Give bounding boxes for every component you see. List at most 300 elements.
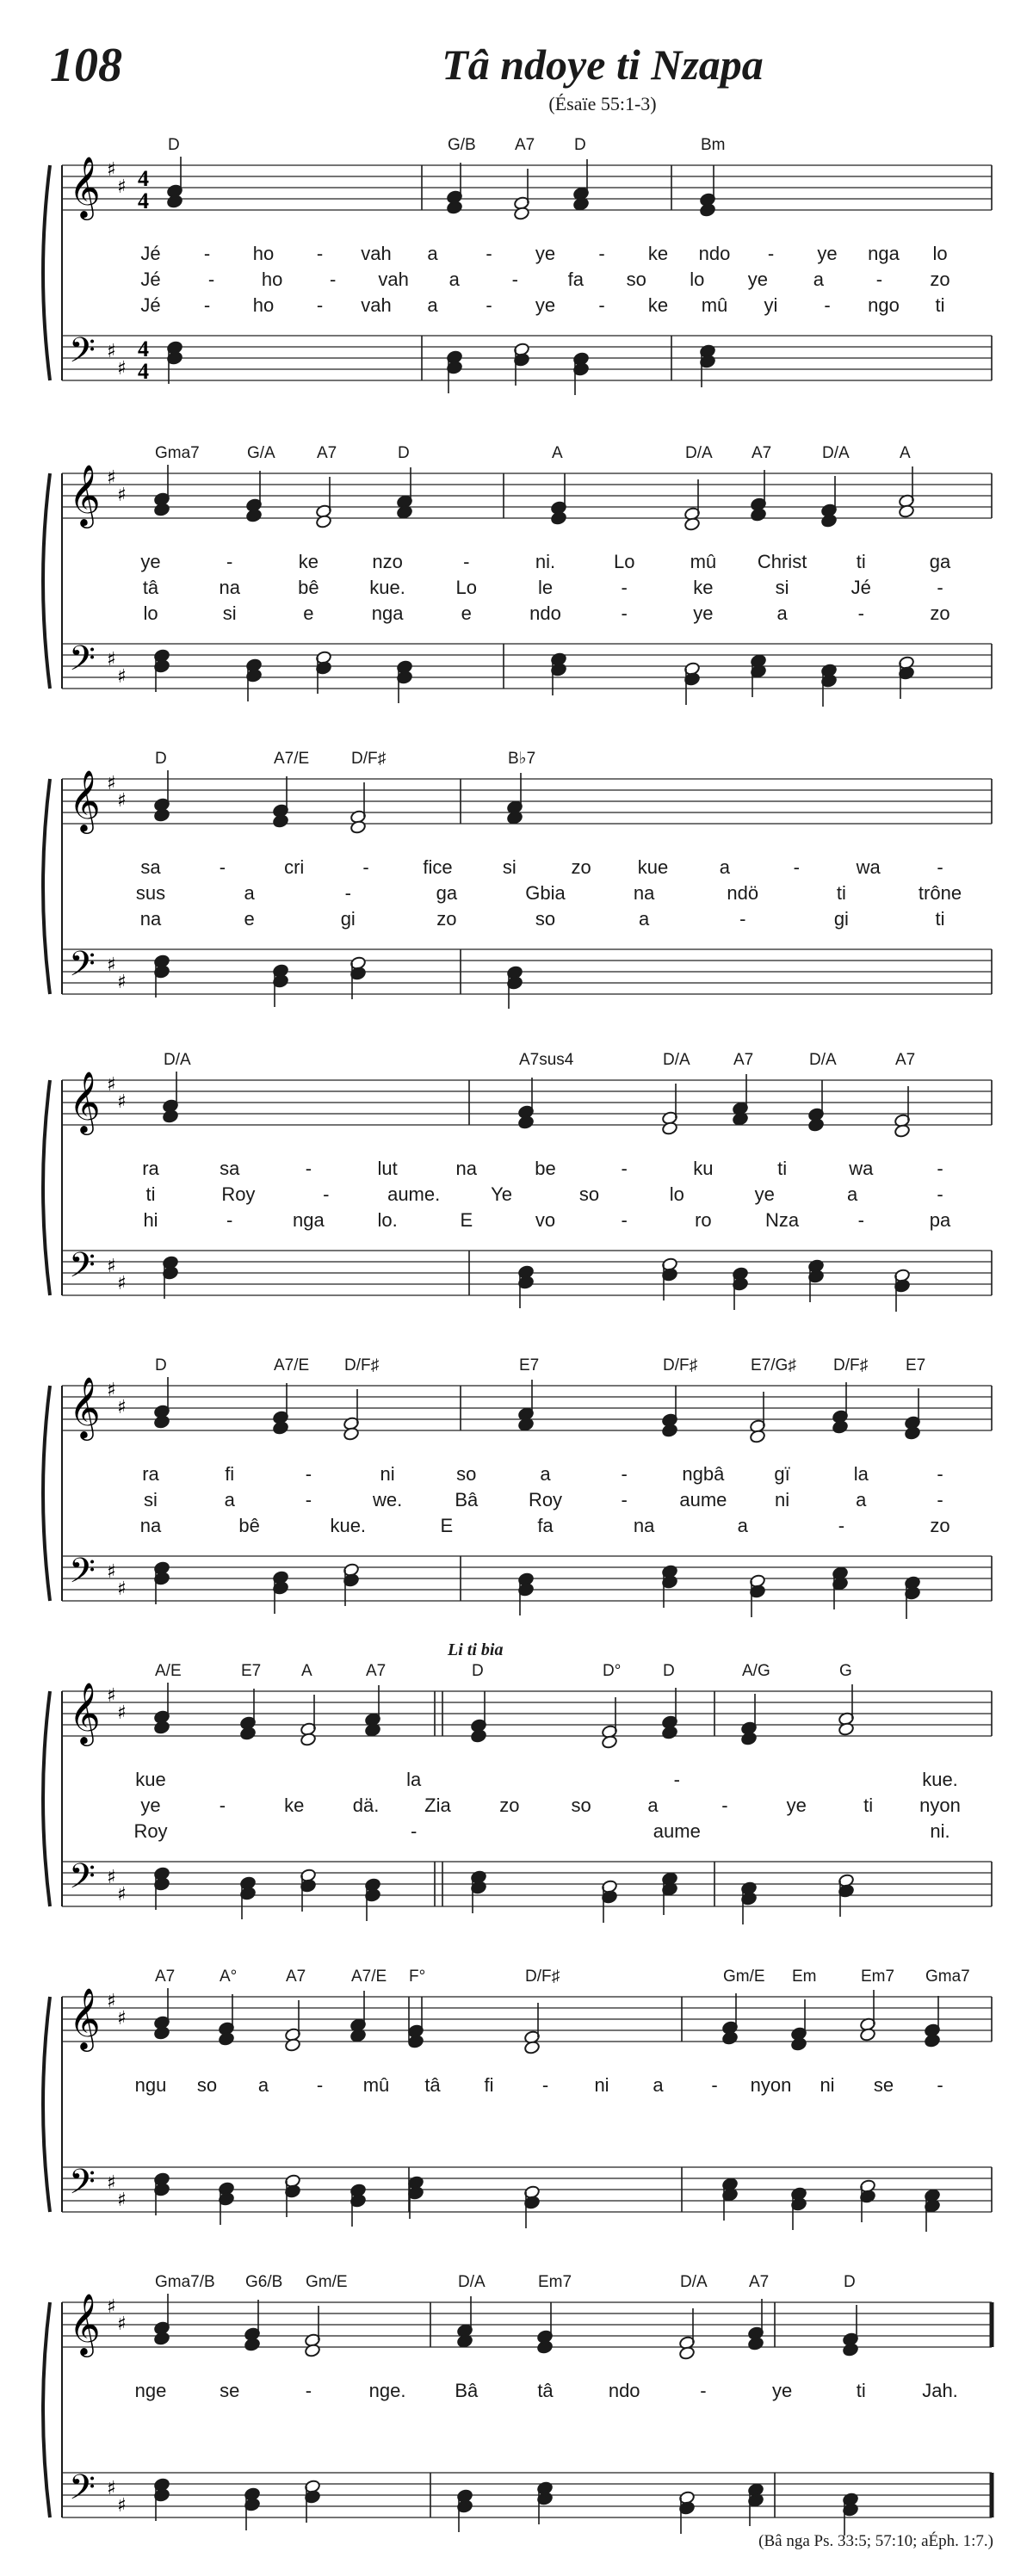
lyric-syllable: ni: [775, 1489, 790, 1510]
lyric-syllable: fa: [567, 269, 584, 290]
lyric-syllable: hi: [143, 1209, 158, 1231]
lyric-syllable: Ye: [491, 1183, 513, 1205]
chord-symbol: D°: [603, 1662, 622, 1680]
note-head: [904, 1426, 920, 1441]
chord-symbol: A7/E: [274, 1356, 310, 1374]
lyric-syllable: so: [571, 1795, 591, 1816]
lyric-syllable: ye: [754, 1183, 775, 1205]
lyric-syllable: si: [502, 856, 516, 878]
bass-staff: [62, 639, 992, 707]
lyric-syllable: bê: [238, 1515, 260, 1536]
note-head: [153, 1415, 170, 1430]
lyric-syllable: ho: [252, 294, 275, 316]
lyric-syllable: so: [456, 1463, 477, 1485]
lyric-syllable: ga: [436, 882, 458, 904]
lyric-syllable: -: [711, 2074, 718, 2096]
chord-symbol: D/F♯: [344, 1356, 380, 1374]
lyric-syllable: -: [937, 577, 943, 598]
lyric-syllable: ga: [929, 551, 951, 572]
lyric-syllable: ti: [935, 294, 945, 316]
lyric-syllable: ye: [817, 243, 838, 264]
note-head: [272, 814, 288, 829]
sharp-icon: ♯: [107, 1685, 116, 1707]
chord-symbol: A/G: [742, 1662, 770, 1680]
lyric-syllable: bê: [298, 577, 319, 598]
lyric-syllable: -: [463, 551, 470, 572]
system-brace: [43, 1386, 50, 1601]
sharp-icon: ♯: [117, 2495, 127, 2517]
sharp-icon: ♯: [107, 649, 116, 670]
note-head: [807, 1118, 824, 1133]
system-8: [43, 2273, 992, 2517]
lyric-syllable: a: [846, 1183, 858, 1205]
note-head: [166, 195, 182, 209]
lyric-syllable: fi: [225, 1463, 235, 1485]
treble-clef-icon: 𝄞: [69, 1070, 101, 1133]
lyric-syllable: kue: [637, 856, 669, 878]
chord-symbol: D: [398, 444, 410, 462]
chord-symbol: A7sus4: [519, 1051, 574, 1069]
note-head: [245, 509, 262, 523]
chord-symbol: A7: [515, 136, 535, 154]
system-brace: [43, 2302, 50, 2517]
system-7: [43, 1968, 992, 2212]
sharp-icon: ♯: [117, 485, 127, 506]
lyric-syllable: ngo: [868, 294, 900, 316]
sharp-icon: ♯: [107, 341, 116, 362]
lyric-syllable: ke: [647, 294, 669, 316]
lyric-syllable: aume: [679, 1489, 727, 1510]
chord-symbol: A7/E: [274, 750, 310, 768]
note-head: [523, 2041, 540, 2055]
lyric-syllable: -: [305, 1158, 312, 1179]
lyric-syllable: aume: [653, 1820, 701, 1842]
chord-symbol: G/B: [448, 136, 476, 154]
chord-symbol: D/F♯: [663, 1356, 698, 1374]
lyric-syllable: si: [222, 602, 237, 624]
lyric-syllable: ye: [786, 1795, 807, 1816]
lyric-syllable: ku: [693, 1158, 714, 1179]
lyric-syllable: -: [219, 856, 226, 878]
lyric-syllable: nga: [371, 602, 404, 624]
note-head: [349, 820, 366, 835]
lyric-syllable: na: [633, 882, 655, 904]
lyric-syllable: -: [721, 1795, 728, 1816]
note-head: [859, 2028, 875, 2042]
treble-staff: [62, 463, 992, 531]
lyric-syllable: a: [813, 269, 825, 290]
time-signature-bottom: 4: [138, 359, 149, 384]
lyric-syllable: Roy: [221, 1183, 256, 1205]
lyric-syllable: ye: [747, 269, 769, 290]
note-head: [749, 1430, 765, 1444]
note-head: [832, 1420, 848, 1435]
chord-symbol: A°: [220, 1968, 238, 1986]
lyric-syllable: so: [535, 908, 556, 930]
bass-clef-icon: 𝄢: [69, 2162, 96, 2210]
note-head: [661, 1424, 677, 1438]
lyric-syllable: e: [244, 908, 255, 930]
lyric-syllable: -: [673, 1769, 680, 1790]
lyric-syllable: Jah.: [922, 2380, 958, 2401]
lyric-syllable: vo: [535, 1209, 556, 1231]
system-6: [43, 1640, 992, 1906]
lyric-syllable: Jé: [140, 243, 161, 264]
chord-symbol: D/F♯: [833, 1356, 869, 1374]
lyric-syllable: ti: [145, 1183, 156, 1205]
lyric-syllable: si: [144, 1489, 158, 1510]
lyric-syllable: a: [647, 1795, 659, 1816]
lyric-syllable: ti: [836, 882, 846, 904]
note-head: [153, 1720, 170, 1735]
note-head: [661, 1726, 677, 1740]
lyric-syllable: a: [257, 2074, 269, 2096]
note-head: [284, 2038, 300, 2053]
lyric-syllable: pa: [929, 1209, 951, 1231]
lyric-syllable: ra: [142, 1158, 159, 1179]
lyric-syllable: -: [598, 294, 605, 316]
system-1: [43, 136, 992, 380]
lyric-syllable: nzo: [372, 551, 403, 572]
song-title: Tâ ndoye ti Nzapa: [442, 40, 764, 89]
lyric-syllable: -: [621, 1209, 628, 1231]
note-head: [162, 1109, 178, 1124]
note-head: [790, 2037, 807, 2052]
chord-symbol: A7: [286, 1968, 306, 1986]
chord-symbol: D: [663, 1662, 675, 1680]
lyric-syllable: -: [362, 856, 369, 878]
lyric-syllable: ye: [693, 602, 714, 624]
lyric-syllable: ndo: [529, 602, 561, 624]
chord-symbol: A: [900, 444, 911, 462]
lyric-syllable: -: [203, 243, 211, 264]
chord-symbol: A7: [155, 1968, 176, 1986]
system-4: [43, 1051, 992, 1295]
lyric-syllable: -: [305, 1489, 312, 1510]
lyric-syllable: -: [305, 2380, 312, 2401]
chord-symbol: Em7: [538, 2273, 572, 2291]
lyric-syllable: na: [633, 1515, 655, 1536]
system-brace: [43, 779, 50, 994]
chord-symbol: D: [155, 1356, 167, 1374]
lyric-syllable: so: [196, 2074, 218, 2096]
chord-symbol: G/A: [247, 444, 275, 462]
note-head: [842, 2343, 858, 2357]
chord-symbol: B♭7: [508, 750, 536, 768]
lyric-syllable: -: [875, 269, 883, 290]
chord-symbol: Gma7: [925, 1968, 970, 1986]
lyric-syllable: mû: [362, 2074, 390, 2096]
note-head: [750, 508, 766, 522]
note-head: [924, 2034, 940, 2048]
lyric-syllable: -: [937, 1463, 943, 1485]
lyric-syllable: ye: [140, 1795, 161, 1816]
treble-clef-icon: 𝄞: [69, 2292, 101, 2355]
chord-symbol: D: [574, 136, 586, 154]
lyric-syllable: ngu: [134, 2074, 167, 2096]
chord-symbol: F°: [409, 1968, 426, 1986]
lyric-syllable: -: [838, 1515, 845, 1536]
chord-symbol: A/E: [155, 1662, 182, 1680]
sharp-icon: ♯: [117, 2190, 127, 2211]
chord-symbol: Bm: [701, 136, 726, 154]
time-signature-top: 4: [138, 337, 149, 361]
lyric-syllable: ye: [771, 2380, 793, 2401]
lyric-syllable: ti: [863, 1795, 874, 1816]
lyric-syllable: tâ: [142, 577, 159, 598]
lyric-syllable: ti: [935, 908, 945, 930]
lyric-syllable: ndo: [698, 243, 731, 264]
lyric-syllable: -: [207, 269, 215, 290]
lyric-syllable: vah: [361, 294, 392, 316]
sharp-icon: ♯: [107, 1991, 116, 2012]
note-head: [244, 2338, 260, 2352]
bass-clef-icon: 𝄢: [69, 330, 96, 379]
lyric-syllable: so: [626, 269, 646, 290]
chord-symbol: D: [472, 1662, 484, 1680]
lyric-syllable: a: [653, 2074, 664, 2096]
lyric-syllable: tâ: [537, 2380, 554, 2401]
chord-symbol: D: [168, 136, 180, 154]
sharp-icon: ♯: [107, 773, 116, 794]
lyric-syllable: sa: [140, 856, 161, 878]
bass-clef-icon: 𝄢: [69, 2468, 96, 2516]
lyric-syllable: sus: [135, 882, 166, 904]
lyric-syllable: nge.: [368, 2380, 406, 2401]
lyric-syllable: lo: [932, 243, 948, 264]
lyric-syllable: -: [621, 1489, 628, 1510]
lyric-syllable: lut: [377, 1158, 398, 1179]
lyric-syllable: tâ: [424, 2074, 441, 2096]
lyric-syllable: zo: [930, 269, 950, 290]
chord-symbol: A7: [895, 1051, 916, 1069]
lyric-syllable: -: [937, 1183, 943, 1205]
lyric-syllable: -: [937, 2074, 943, 2096]
lyric-syllable: kue.: [369, 577, 405, 598]
sharp-icon: ♯: [107, 1561, 116, 1583]
treble-staff: [62, 2292, 992, 2360]
lyric-syllable: zo: [436, 908, 457, 930]
treble-clef-icon: 𝄞: [69, 1375, 101, 1438]
treble-clef-icon: 𝄞: [69, 463, 101, 526]
lyric-syllable: kue: [135, 1769, 166, 1790]
lyric-syllable: fice: [423, 856, 453, 878]
treble-staff: [62, 769, 992, 834]
lyric-syllable: Lo: [613, 551, 635, 572]
time-signature-bottom: 4: [138, 188, 149, 213]
chord-symbol: D/A: [680, 2273, 708, 2291]
note-head: [315, 515, 331, 529]
lyric-syllable: Lo: [455, 577, 478, 598]
note-head: [153, 2026, 170, 2041]
lyric-syllable: kue.: [330, 1515, 367, 1536]
lyric-syllable: Zia: [424, 1795, 451, 1816]
song-scripture-reference: (Ésaïe 55:1-3): [548, 93, 657, 114]
treble-clef-icon: 𝄞: [69, 1681, 101, 1744]
lyric-syllable: -: [621, 1463, 628, 1485]
lyric-syllable: -: [316, 294, 324, 316]
lyric-syllable: na: [139, 1515, 162, 1536]
note-head: [536, 2340, 553, 2355]
time-signature-top: 4: [138, 166, 149, 191]
lyric-syllable: ye: [140, 551, 161, 572]
sharp-icon: ♯: [117, 2008, 127, 2029]
bass-clef-icon: 𝄢: [69, 639, 96, 687]
lyric-syllable: -: [316, 2074, 324, 2096]
lyric-syllable: lo: [690, 269, 705, 290]
chord-symbol: A7: [317, 444, 337, 462]
sharp-icon: ♯: [117, 790, 127, 812]
note-head: [218, 2032, 234, 2047]
lyric-syllable: -: [323, 1183, 330, 1205]
bass-staff: [62, 1856, 992, 1924]
lyric-syllable: -: [621, 1158, 628, 1179]
note-head: [517, 1115, 534, 1130]
bass-staff: [62, 2162, 992, 2232]
lyric-syllable: ye: [535, 243, 556, 264]
chord-symbol: A7: [752, 444, 772, 462]
lyric-syllable: ke: [693, 577, 714, 598]
sharp-icon: ♯: [107, 467, 116, 489]
lyric-syllable: we.: [372, 1489, 403, 1510]
lyric-syllable: -: [793, 856, 800, 878]
chord-symbol: A: [301, 1662, 312, 1680]
bass-staff: [62, 1551, 992, 1619]
lyric-syllable: -: [411, 1820, 418, 1842]
chord-symbol: D/A: [663, 1051, 690, 1069]
chord-symbol: D/A: [685, 444, 713, 462]
bass-staff: [62, 1245, 992, 1312]
sharp-icon: ♯: [107, 2172, 116, 2194]
chord-symbol: G: [839, 1662, 852, 1680]
lyric-syllable: lo.: [377, 1209, 398, 1231]
lyric-syllable: gï: [774, 1463, 790, 1485]
sharp-icon: ♯: [117, 358, 127, 380]
lyric-syllable: ni.: [930, 1820, 950, 1842]
lyric-syllable: Jé: [140, 294, 161, 316]
note-head: [239, 1727, 256, 1741]
chord-symbol: Em7: [861, 1968, 895, 1986]
chord-symbol: Gm/E: [306, 2273, 348, 2291]
chord-symbol: E7: [519, 1356, 540, 1374]
lyric-syllable: ti: [856, 551, 866, 572]
chord-symbol: A: [552, 444, 563, 462]
bass-clef-icon: 𝄢: [69, 1856, 96, 1905]
lyric-syllable: ro: [695, 1209, 712, 1231]
note-head: [838, 1722, 854, 1737]
lyric-syllable: a: [244, 882, 255, 904]
sharp-icon: ♯: [107, 1380, 116, 1401]
lyric-syllable: trône: [918, 882, 962, 904]
lyric-syllable: si: [775, 577, 789, 598]
lyric-syllable: ho: [252, 243, 275, 264]
lyric-syllable: se: [220, 2380, 240, 2401]
lyric-syllable: -: [700, 2380, 707, 2401]
note-head: [153, 808, 170, 823]
chord-symbol: Gma7/B: [155, 2273, 215, 2291]
lyric-syllable: e: [461, 602, 472, 624]
lyric-syllable: mû: [690, 551, 717, 572]
lyric-syllable: ti: [856, 2380, 866, 2401]
treble-staff: [62, 155, 992, 220]
lyric-syllable: na: [219, 577, 240, 598]
system-brace: [43, 1691, 50, 1906]
lyric-syllable: a: [737, 1515, 748, 1536]
lyric-syllable: -: [857, 1209, 864, 1231]
system-brace: [43, 1080, 50, 1295]
sharp-icon: ♯: [117, 1397, 127, 1418]
treble-clef-icon: 𝄞: [69, 769, 101, 831]
chord-symbol: A7: [366, 1662, 387, 1680]
chord-symbol: D/A: [164, 1051, 191, 1069]
lyric-syllable: Roy: [133, 1820, 168, 1842]
chord-symbol: D/F♯: [351, 750, 387, 768]
tempo-marking: Li ti bia: [448, 1640, 504, 1659]
lyric-syllable: ndö: [727, 882, 759, 904]
chord-symbol: E7: [241, 1662, 262, 1680]
lyric-syllable: fi: [484, 2074, 494, 2096]
lyric-syllable: ke: [298, 551, 319, 572]
lyric-syllable: -: [486, 243, 492, 264]
note-head: [601, 1735, 617, 1750]
bass-clef-icon: 𝄢: [69, 944, 96, 992]
system-3: [43, 750, 992, 994]
lyric-syllable: -: [937, 1158, 943, 1179]
note-head: [898, 504, 914, 519]
sharp-icon: ♯: [117, 666, 127, 688]
system-5: [43, 1356, 992, 1601]
treble-clef-icon: 𝄞: [69, 1986, 101, 2049]
note-head: [300, 1733, 316, 1747]
lyric-syllable: se: [873, 2074, 894, 2096]
chord-symbol: E7/G♯: [751, 1356, 796, 1374]
lyric-syllable: le: [537, 577, 554, 598]
lyric-syllable: a: [639, 908, 650, 930]
lyric-syllable: -: [767, 243, 775, 264]
lyric-syllable: wa: [856, 856, 881, 878]
lyric-syllable: Nza: [765, 1209, 800, 1231]
sharp-icon: ♯: [117, 972, 127, 993]
bass-clef-icon: 𝄢: [69, 1551, 96, 1599]
lyric-syllable: Jé: [851, 577, 871, 598]
note-head: [304, 2344, 320, 2358]
treble-staff: [62, 1070, 992, 1138]
system-brace: [43, 473, 50, 689]
lyric-syllable: ngbâ: [682, 1463, 725, 1485]
lyric-syllable: E: [440, 1515, 454, 1536]
lyric-syllable: vah: [378, 269, 409, 290]
lyric-syllable: e: [303, 602, 314, 624]
lyric-syllable: na: [139, 908, 162, 930]
note-head: [661, 1121, 677, 1136]
sharp-icon: ♯: [107, 954, 116, 976]
sharp-icon: ♯: [107, 1256, 116, 1277]
chord-symbol: D/A: [809, 1051, 837, 1069]
note-head: [820, 514, 837, 528]
bass-staff: [62, 330, 992, 395]
lyric-syllable: -: [541, 2074, 549, 2096]
lyric-syllable: kue.: [922, 1769, 958, 1790]
chord-symbol: Gm/E: [723, 1968, 765, 1986]
lyric-syllable: ke: [284, 1795, 305, 1816]
sharp-icon: ♯: [107, 1867, 116, 1888]
lyric-syllable: so: [578, 1183, 600, 1205]
sharp-icon: ♯: [117, 176, 127, 198]
note-head: [678, 2346, 695, 2361]
lyric-syllable: a: [427, 294, 438, 316]
bass-staff: [62, 944, 992, 1009]
lyric-syllable: Bâ: [455, 2380, 479, 2401]
